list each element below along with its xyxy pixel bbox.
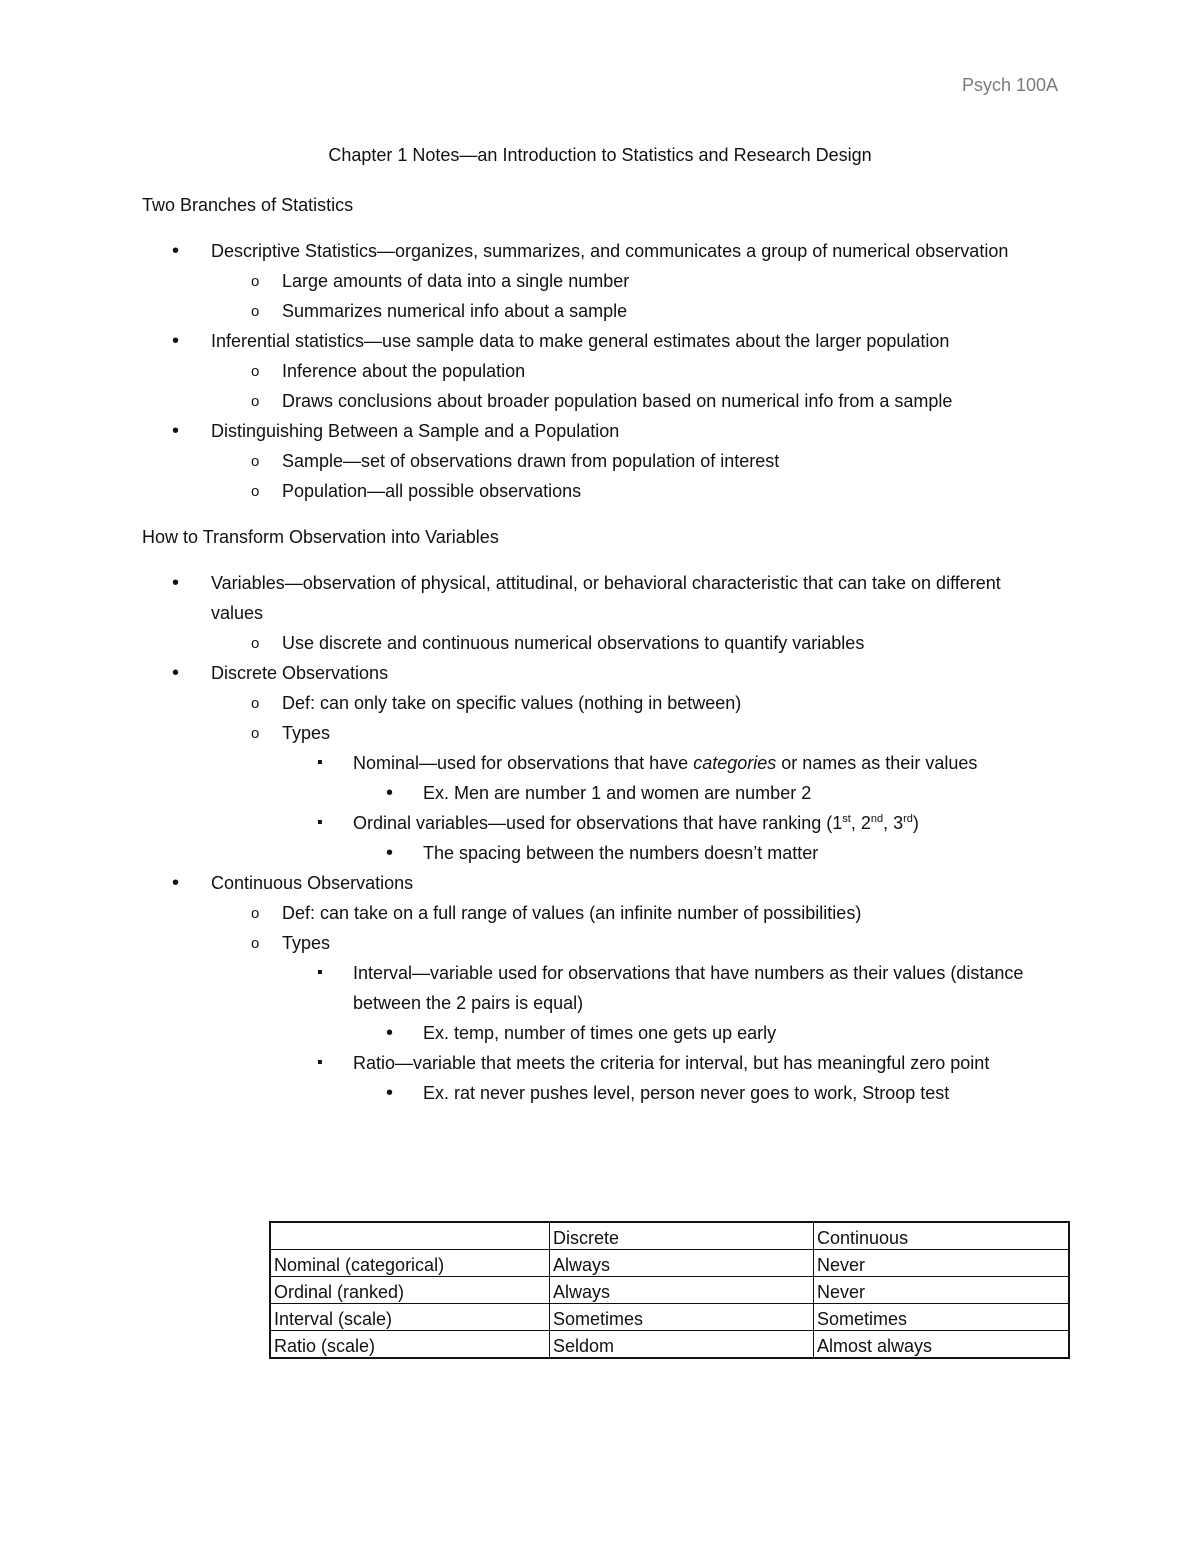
ratio-item <box>282 1048 1052 1108</box>
nominal-item <box>282 748 1052 808</box>
table-header-row <box>270 1222 1069 1250</box>
comparison-table-wrapper <box>269 1221 1070 1359</box>
list-item <box>142 658 1052 868</box>
sub-list <box>211 356 1052 416</box>
example-item: • Ex. Men are number 1 and women are number 2 <box>353 778 1052 808</box>
list-item <box>142 416 1052 506</box>
table-cell: Almost always <box>814 1331 1070 1359</box>
list-item-text: Descriptive Statistics—organizes, summarizes, and communicates a group of numerical observation <box>211 241 1009 261</box>
interval-item <box>282 958 1052 1048</box>
table-cell: Always <box>550 1250 814 1277</box>
table-row <box>270 1304 1069 1331</box>
sub-list-item: o Use discrete and continuous numerical observations to quantify variables <box>211 628 1052 658</box>
branches-list <box>142 236 1052 506</box>
text-fragment: Ordinal variables—used for observations that have ranking (1 <box>353 813 843 833</box>
section-heading-branches: Two Branches of Statistics <box>142 195 354 215</box>
sub-list <box>211 628 1052 658</box>
sub-list <box>211 266 1052 326</box>
text-fragment: , 2 <box>850 813 871 833</box>
table-cell: Never <box>814 1277 1070 1304</box>
sub-sub-list <box>282 958 1052 1108</box>
example-item: • Ex. rat never pushes level, person never goes to work, Stroop test <box>353 1078 1052 1108</box>
text-fragment: Nominal—used for observations that have <box>353 753 694 773</box>
table-header-cell: Discrete <box>550 1222 814 1250</box>
section-heading-variables: How to Transform Observation into Variables <box>142 527 499 547</box>
superscript: rd <box>903 813 913 825</box>
sub-list-item: o Population—all possible observations <box>211 476 1052 506</box>
table-header-cell: Continuous <box>814 1222 1070 1250</box>
types-label: Types <box>282 933 331 953</box>
example-item: • Ex. temp, number of times one gets up early <box>353 1018 1052 1048</box>
sub-list-item: o Sample—set of observations drawn from population of interest <box>211 446 1052 476</box>
text-fragment: ) <box>912 813 919 833</box>
notes-content <box>142 194 1052 1108</box>
types-label: Types <box>282 723 331 743</box>
text-fragment: , 3 <box>883 813 904 833</box>
ordinal-item <box>282 808 1052 868</box>
sub-list <box>211 688 1052 868</box>
table-header-cell <box>270 1222 550 1250</box>
table-cell: Ratio (scale) <box>270 1331 550 1359</box>
table-cell: Interval (scale) <box>270 1304 550 1331</box>
table-cell: Sometimes <box>814 1304 1070 1331</box>
text-fragment: or names as their values <box>776 753 978 773</box>
example-list <box>353 838 1052 868</box>
sub-list-item: o Def: can take on a full range of values (an infinite number of possibilities) <box>211 898 1052 928</box>
text-fragment: Ratio—variable that meets the criteria for interval, but has meaningful zero point <box>353 1053 990 1073</box>
example-list <box>353 1078 1052 1108</box>
table-cell: Seldom <box>550 1331 814 1359</box>
sub-sub-list <box>282 748 1052 868</box>
sub-list-item <box>211 718 1052 868</box>
list-item-text: Continuous Observations <box>211 873 414 893</box>
sub-list-item: o Inference about the population <box>211 356 1052 386</box>
superscript: st <box>842 813 851 825</box>
sub-list-item: o Summarizes numerical info about a sample <box>211 296 1052 326</box>
table-row <box>270 1250 1069 1277</box>
comparison-table <box>269 1221 1070 1359</box>
list-item <box>142 236 1052 326</box>
example-item: • The spacing between the numbers doesn’t matter <box>353 838 1052 868</box>
variables-list <box>142 568 1052 1108</box>
list-item-text: Discrete Observations <box>211 663 389 683</box>
example-list <box>353 1018 1052 1048</box>
example-list <box>353 778 1052 808</box>
emphasis-text: categories <box>693 753 777 773</box>
list-item-text: Variables—observation of physical, attitudinal, or behavioral characteristic that can take on different values <box>211 573 1001 623</box>
sub-list-item: o Draws conclusions about broader population based on numerical info from a sample <box>211 386 1052 416</box>
table-row <box>270 1277 1069 1304</box>
page-header: Psych 100A <box>961 75 1058 95</box>
list-item <box>142 326 1052 416</box>
sub-list <box>211 446 1052 506</box>
superscript: nd <box>870 813 884 825</box>
list-item-text: Inferential statistics—use sample data to make general estimates about the larger population <box>211 331 950 351</box>
list-item <box>142 868 1052 1108</box>
page-title: Chapter 1 Notes—an Introduction to Statistics and Research Design <box>328 145 872 165</box>
sub-list-item: o Def: can only take on specific values (nothing in between) <box>211 688 1052 718</box>
table-cell: Ordinal (ranked) <box>270 1277 550 1304</box>
sub-list-item: o Large amounts of data into a single number <box>211 266 1052 296</box>
table-cell: Always <box>550 1277 814 1304</box>
table-cell: Nominal (categorical) <box>270 1250 550 1277</box>
list-item <box>142 568 1052 658</box>
table-cell: Sometimes <box>550 1304 814 1331</box>
table-row <box>270 1331 1069 1359</box>
sub-list-item <box>211 928 1052 1108</box>
table-cell: Never <box>814 1250 1070 1277</box>
list-item-text: Distinguishing Between a Sample and a Population <box>211 421 620 441</box>
sub-list <box>211 898 1052 1108</box>
text-fragment: Interval—variable used for observations that have numbers as their values (distance between the 2 pairs is equal) <box>353 963 1024 1013</box>
